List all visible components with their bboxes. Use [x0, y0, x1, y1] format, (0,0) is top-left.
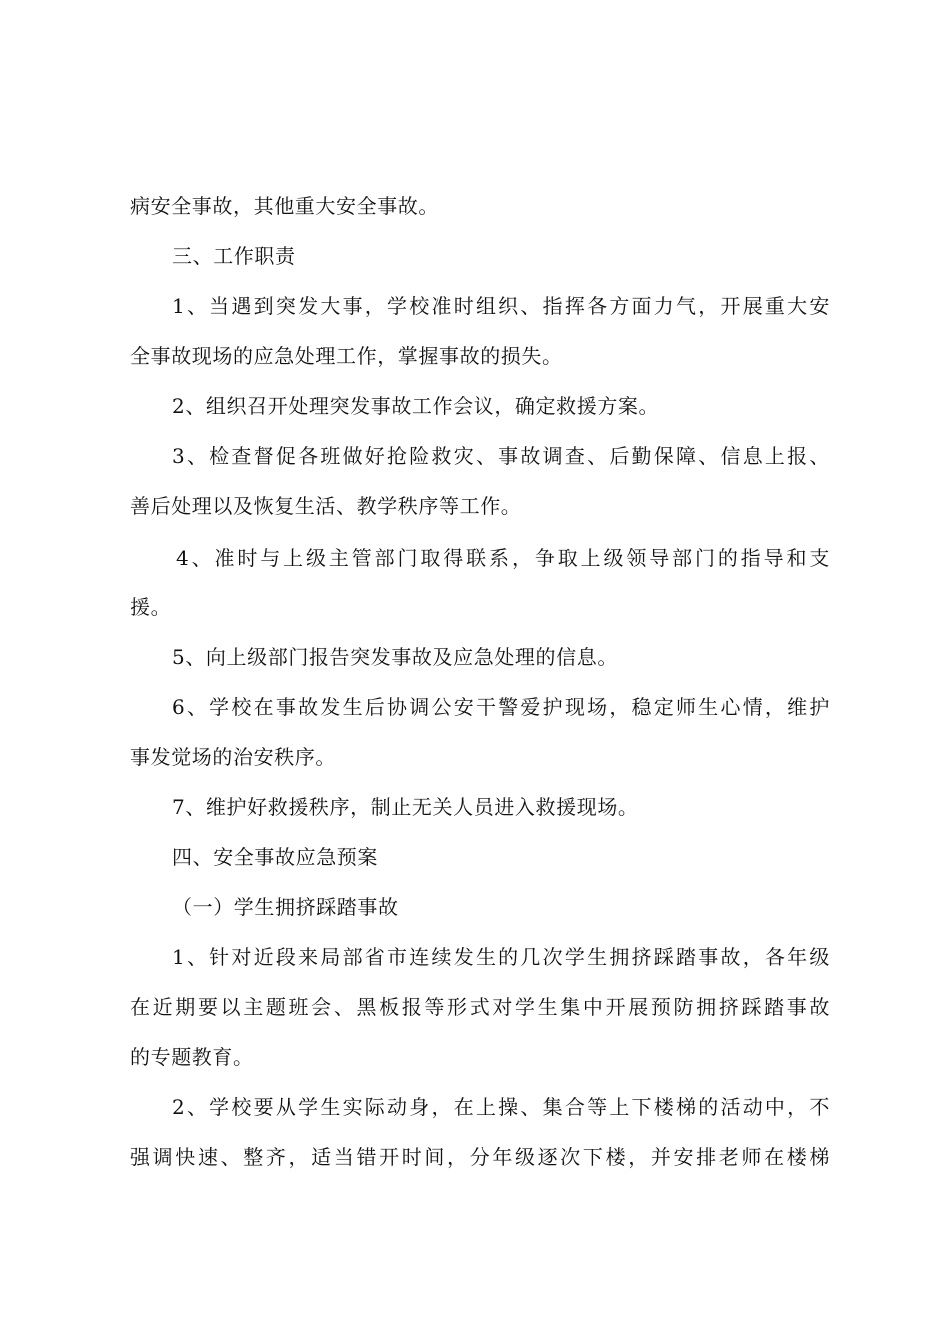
paragraph-line: 3、检查督促各班做好抢险救灾、事故调查、后勤保障、信息上报、: [172, 444, 830, 468]
paragraph-line: 4、准时与上级主管部门取得联系，争取上级领导部门的指导和支: [176, 546, 830, 570]
paragraph-line: 的专题教育。: [130, 1045, 254, 1069]
paragraph-line: 在近期要以主题班会、黑板报等形式对学生集中开展预防拥挤踩踏事故: [130, 995, 830, 1019]
paragraph-line: 全事故现场的应急处理工作，掌握事故的损失。: [130, 344, 563, 368]
paragraph-line: 善后处理以及恢复生活、教学秩序等工作。: [130, 494, 522, 518]
paragraph-line: 6、学校在事故发生后协调公安干警爱护现场，稳定师生心情，维护: [172, 695, 830, 719]
paragraph-line: 1、当遇到突发大事，学校准时组织、指挥各方面力气，开展重大安: [172, 294, 830, 318]
paragraph-line: 事发觉场的治安秩序。: [130, 745, 336, 769]
paragraph-line: 7、维护好救援秩序，制止无关人员进入救援现场。: [172, 795, 639, 819]
paragraph-line: 5、向上级部门报告突发事故及应急处理的信息。: [172, 645, 618, 669]
text-line: 病安全事故，其他重大安全事故。: [130, 194, 439, 218]
section-heading: 三、工作职责: [172, 244, 296, 268]
paragraph-line: 强调快速、整齐，适当错开时间，分年级逐次下楼，并安排老师在楼梯: [130, 1145, 830, 1169]
subsection-heading: （一）学生拥挤踩踏事故: [172, 895, 399, 919]
paragraph-line: 援。: [130, 595, 172, 619]
paragraph-line: 2、学校要从学生实际动身，在上操、集合等上下楼梯的活动中，不: [172, 1095, 830, 1119]
section-heading: 四、安全事故应急预案: [172, 845, 378, 869]
paragraph-line: 1、针对近段来局部省市连续发生的几次学生拥挤踩踏事故，各年级: [172, 945, 830, 969]
paragraph-line: 2、组织召开处理突发事故工作会议，确定救援方案。: [172, 394, 660, 418]
